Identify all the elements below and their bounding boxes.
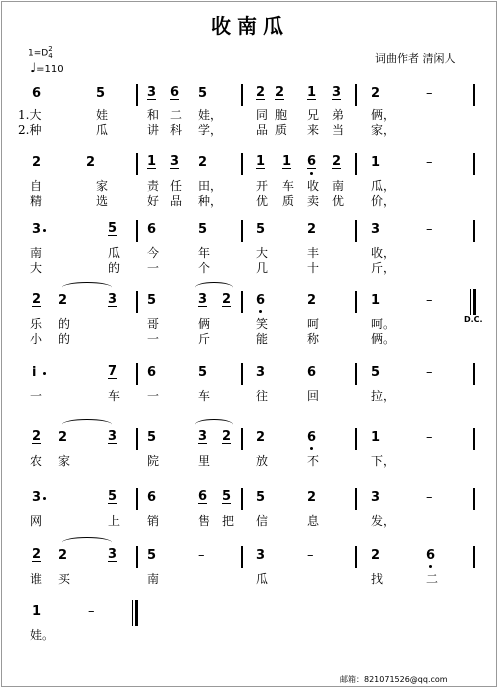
song-title: 收南瓜: [211, 14, 289, 38]
sustain-dash: –: [426, 430, 433, 445]
lyric: 哥: [147, 317, 160, 331]
lyric: 田，: [198, 179, 223, 193]
lyric: 收，: [371, 246, 396, 260]
note: 2: [58, 430, 68, 445]
note: 2: [307, 293, 317, 308]
lyric: 和: [147, 108, 160, 122]
note: 1: [32, 604, 42, 619]
note: 1: [371, 430, 381, 445]
lyric: 种，: [198, 194, 223, 208]
note: 3: [332, 85, 342, 100]
bar-line: [355, 84, 357, 106]
note: 2: [275, 85, 285, 100]
lyric: 胞: [275, 108, 288, 122]
bar-line: [355, 363, 357, 385]
note: 3: [32, 222, 42, 237]
lyric: 上: [108, 514, 121, 528]
note: 6: [307, 430, 317, 445]
note: 6: [32, 86, 42, 101]
bar-line: [241, 363, 243, 385]
lyric: 呵。: [371, 317, 396, 331]
lyric: 俩。: [371, 332, 396, 346]
note: 6: [147, 490, 157, 505]
lyric: 车: [108, 389, 121, 403]
lyric: 能: [256, 332, 269, 346]
lyric: 弟: [332, 108, 345, 122]
lyric: 几: [256, 261, 269, 275]
lyric: 卖: [307, 194, 320, 208]
note: i: [32, 365, 37, 380]
lyric: 息: [307, 514, 320, 528]
lyric: 品: [170, 194, 183, 208]
lyric: 收: [307, 179, 320, 193]
note: 5: [147, 548, 157, 563]
note: 2: [371, 548, 381, 563]
time-sig-bottom: 4: [48, 52, 53, 60]
lyric: 开: [256, 179, 269, 193]
note: 5: [147, 430, 157, 445]
lyric: 呵: [307, 317, 320, 331]
note: 3: [108, 547, 118, 562]
lyric: 2.种: [18, 123, 42, 137]
sustain-dash: –: [426, 293, 433, 308]
sustain-dash: –: [198, 548, 205, 563]
lyric: 销: [147, 514, 160, 528]
note: 5: [222, 489, 232, 504]
sustain-dash: –: [426, 155, 433, 170]
note: 1: [147, 154, 157, 169]
lower-octave-dot: [310, 447, 313, 450]
lyric: 娃: [96, 108, 109, 122]
lyric: 家: [58, 454, 71, 468]
time-sig-top: 2: [48, 45, 53, 53]
note: 2: [32, 292, 42, 307]
sustain-dash: –: [307, 548, 314, 563]
bar-line: [355, 546, 357, 568]
note: 1: [256, 154, 266, 169]
tempo-marking: [30, 61, 64, 76]
lyric: 的: [58, 317, 71, 331]
lyric: 找: [371, 572, 384, 586]
lyric: 选: [96, 194, 109, 208]
lyric: 家，: [371, 123, 396, 137]
sustain-dash: –: [426, 86, 433, 101]
lyric: 学，: [198, 123, 223, 137]
note: 2: [256, 430, 266, 445]
lyric: 品: [256, 123, 269, 137]
note: 2: [32, 429, 42, 444]
composer-credit: 词曲作者 清闲人: [375, 52, 456, 65]
final-barline: [132, 600, 138, 626]
note: 6: [426, 548, 436, 563]
lyric: 来: [307, 123, 320, 137]
bar-line: [473, 220, 475, 242]
lyric: 斤: [198, 332, 211, 346]
lyric: 大: [256, 246, 269, 260]
note: 2: [58, 548, 68, 563]
lyric: 信: [256, 514, 269, 528]
bar-line: [241, 546, 243, 568]
lyric: 里: [198, 454, 211, 468]
lower-octave-dot: [259, 310, 262, 313]
lyric: 瓜: [96, 123, 109, 137]
lyric: 年: [198, 246, 211, 260]
note: 6: [147, 222, 157, 237]
lyric: 放: [256, 454, 269, 468]
lyric: 1.大: [18, 108, 42, 122]
note: 6: [256, 293, 266, 308]
lyric: 丰: [307, 246, 320, 260]
lyric: 今: [147, 246, 160, 260]
note: 5: [198, 222, 208, 237]
lyric: 二: [170, 108, 183, 122]
slur: [62, 282, 112, 293]
lyric: 拉，: [371, 389, 396, 403]
lyric: 个: [198, 261, 211, 275]
note: 3: [147, 85, 157, 100]
lyric: 瓜: [256, 572, 269, 586]
lyric: 优: [332, 194, 345, 208]
augmentation-dot: [43, 497, 46, 500]
note: 1: [371, 155, 381, 170]
lyric: 任: [170, 179, 183, 193]
bar-line: [136, 488, 138, 510]
lyric: 二: [426, 572, 439, 586]
lyric: 售: [198, 514, 211, 528]
note: 2: [307, 222, 317, 237]
note: 2: [32, 547, 42, 562]
lyric: 一: [147, 261, 160, 275]
quarter-note-icon: ♩: [30, 61, 37, 76]
note: 7: [108, 364, 118, 379]
note: 3: [371, 222, 381, 237]
note: 6: [307, 365, 317, 380]
tempo-value: =110: [36, 64, 64, 75]
lyric: 网: [30, 514, 43, 528]
note: 5: [108, 221, 118, 236]
lyric: 娃，: [198, 108, 223, 122]
lyric: 不: [307, 454, 320, 468]
bar-line: [136, 546, 138, 568]
note: 1: [282, 154, 292, 169]
note: 2: [222, 292, 232, 307]
lyric: 俩: [198, 317, 211, 331]
lyric: 南: [147, 572, 160, 586]
bar-line: [473, 153, 475, 175]
lyric: 车: [282, 179, 295, 193]
bar-line: [241, 220, 243, 242]
lyric: 农: [30, 454, 43, 468]
lyric: 好: [147, 194, 160, 208]
lyric: 瓜，: [371, 179, 396, 193]
note: 5: [198, 365, 208, 380]
note: 2: [198, 155, 208, 170]
lyric: 的: [58, 332, 71, 346]
bar-line: [136, 220, 138, 242]
note: 2: [307, 490, 317, 505]
bar-line: [136, 363, 138, 385]
lyric: 科: [170, 123, 183, 137]
lyric: 质: [275, 123, 288, 137]
lyric: 乐: [30, 317, 43, 331]
bar-line: [241, 428, 243, 450]
sustain-dash: –: [88, 604, 95, 619]
note: 1: [307, 85, 317, 100]
sustain-dash: –: [426, 490, 433, 505]
lyric: 价，: [371, 194, 396, 208]
lyric: 自: [30, 179, 43, 193]
lyric: 十: [307, 261, 320, 275]
bar-line: [473, 428, 475, 450]
bar-line: [473, 84, 475, 106]
note: 2: [32, 155, 42, 170]
lyric: 把: [222, 514, 235, 528]
repeat-end-barline: [470, 289, 476, 315]
augmentation-dot: [43, 229, 46, 232]
note: 3: [32, 490, 42, 505]
note: 2: [371, 86, 381, 101]
lyric: 买: [58, 572, 71, 586]
lyric: 斤，: [371, 261, 396, 275]
lyric: 南: [332, 179, 345, 193]
note: 3: [198, 292, 208, 307]
note: 6: [307, 154, 317, 169]
lyric: 一: [147, 332, 160, 346]
lyric: 瓜: [108, 246, 121, 260]
bar-line: [355, 291, 357, 313]
augmentation-dot: [43, 372, 46, 375]
note: 2: [222, 429, 232, 444]
lyric: 谁: [30, 572, 43, 586]
note: 5: [198, 86, 208, 101]
note: 2: [86, 155, 96, 170]
lyric: 同: [256, 108, 269, 122]
lyric: 精: [30, 194, 43, 208]
bar-line: [355, 428, 357, 450]
bar-line: [136, 84, 138, 106]
note: 6: [198, 489, 208, 504]
lyric: 下，: [371, 454, 396, 468]
note: 6: [147, 365, 157, 380]
lyric: 优: [256, 194, 269, 208]
lyric: 院: [147, 454, 160, 468]
note: 3: [108, 292, 118, 307]
note: 5: [371, 365, 381, 380]
lyric: 南: [30, 246, 43, 260]
note: 3: [170, 154, 180, 169]
lyric: 往: [256, 389, 269, 403]
lyric: 小: [30, 332, 43, 346]
page-frame: [1, 1, 497, 687]
bar-line: [473, 488, 475, 510]
note: 6: [170, 85, 180, 100]
lyric: 俩，: [371, 108, 396, 122]
lyric: 回: [307, 389, 320, 403]
note: 5: [96, 86, 106, 101]
note: 3: [108, 429, 118, 444]
note: 3: [198, 429, 208, 444]
footer-email: 邮箱：821071526@qq.com: [340, 675, 448, 684]
bar-line: [241, 153, 243, 175]
key-signature: [28, 46, 53, 60]
bar-line: [473, 546, 475, 568]
slur: [62, 537, 112, 548]
note: 5: [147, 293, 157, 308]
lyric: 大: [30, 261, 43, 275]
bar-line: [241, 84, 243, 106]
lower-octave-dot: [429, 565, 432, 568]
slur: [62, 419, 112, 430]
lyric: 娃。: [30, 628, 55, 642]
lyric: 当: [332, 123, 345, 137]
bar-line: [136, 428, 138, 450]
lyric: 一: [147, 389, 160, 403]
da-capo-marking: D.C.: [464, 315, 483, 324]
lyric: 一: [30, 389, 43, 403]
note: 5: [108, 489, 118, 504]
lyric: 笑: [256, 317, 269, 331]
note: 5: [256, 222, 266, 237]
note: 3: [371, 490, 381, 505]
lyric: 讲: [147, 123, 160, 137]
note: 3: [256, 548, 266, 563]
key-prefix: 1=D: [28, 48, 49, 59]
bar-line: [136, 291, 138, 313]
lyric: 称: [307, 332, 320, 346]
lyric: 家: [96, 179, 109, 193]
note: 2: [256, 85, 266, 100]
sustain-dash: –: [426, 365, 433, 380]
lyric: 兄: [307, 108, 320, 122]
note: 2: [332, 154, 342, 169]
lyric: 责: [147, 179, 160, 193]
note: 2: [58, 293, 68, 308]
note: 5: [256, 490, 266, 505]
bar-line: [241, 488, 243, 510]
lyric: 的: [108, 261, 121, 275]
lyric: 发，: [371, 514, 396, 528]
bar-line: [355, 220, 357, 242]
bar-line: [241, 291, 243, 313]
bar-line: [136, 153, 138, 175]
lower-octave-dot: [310, 172, 313, 175]
note: 1: [371, 293, 381, 308]
sustain-dash: –: [426, 222, 433, 237]
bar-line: [355, 488, 357, 510]
bar-line: [473, 363, 475, 385]
note: 3: [256, 365, 266, 380]
lyric: 质: [282, 194, 295, 208]
bar-line: [355, 153, 357, 175]
lyric: 车: [198, 389, 211, 403]
